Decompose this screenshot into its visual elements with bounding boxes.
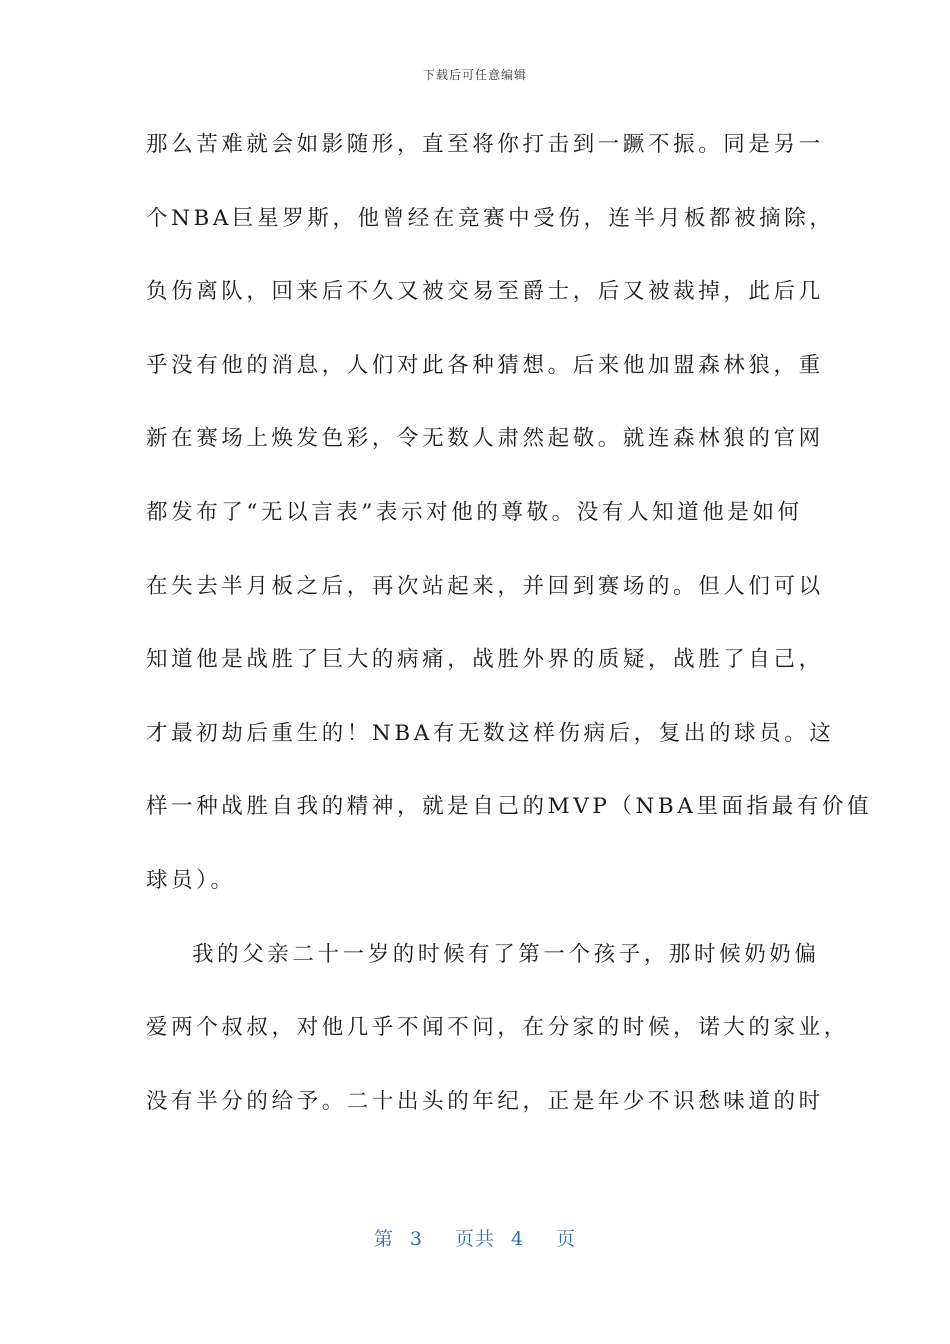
paragraph-line: 没有半分的给予。二十出头的年纪，正是年少不识愁味道的时	[146, 1088, 824, 1114]
paragraph-line: 我的父亲二十一岁的时候有了第一个孩子，那时候奶奶偏	[192, 941, 820, 967]
page-label-prefix: 第	[373, 1228, 394, 1250]
paragraph-line: 乎没有他的消息，人们对此各种猜想。后来他加盟森林狼，重	[146, 352, 824, 378]
total-pages-number: 4	[511, 1228, 525, 1250]
page-header: 下载后可任意编辑	[422, 68, 527, 82]
page-number-footer	[0, 1224, 950, 1251]
page-label-suffix: 页	[556, 1228, 577, 1250]
paragraph-line: 都发布了“无以言表”表示对他的尊敬。没有人知道他是如何	[146, 499, 803, 525]
document-body	[146, 120, 873, 1150]
paragraph-line: 样一种战胜自我的精神，就是自己的MVP（NBA里面指最有价值	[146, 794, 873, 820]
paragraph-line: 爱两个叔叔，对他几乎不闻不问，在分家的时候，诺大的家业，	[146, 1015, 849, 1041]
paragraph-line: 知道他是战胜了巨大的病痛，战胜外界的质疑，战胜了自己，	[146, 647, 824, 673]
paragraph-line: 在失去半月板之后，再次站起来，并回到赛场的。但人们可以	[146, 573, 824, 599]
paragraph-line: 那么苦难就会如影随形，直至将你打击到一蹶不振。同是另一	[146, 132, 824, 157]
page-label-mid: 页共	[454, 1228, 495, 1250]
paragraph-line: 个NBA巨星罗斯，他曾经在竞赛中受伤，连半月板都被摘除，	[146, 205, 835, 231]
paragraph-line: 才最初劫后重生的！NBA有无数这样伤病后，复出的球员。这	[146, 720, 835, 746]
paragraph-line: 负伤离队，回来后不久又被交易至爵士，后又被裁掉，此后几	[146, 279, 824, 305]
current-page-number: 3	[409, 1228, 423, 1250]
paragraph-line: 球员）。	[146, 867, 236, 893]
paragraph-line: 新在赛场上焕发色彩，令无数人肃然起敬。就连森林狼的官网	[146, 426, 824, 452]
